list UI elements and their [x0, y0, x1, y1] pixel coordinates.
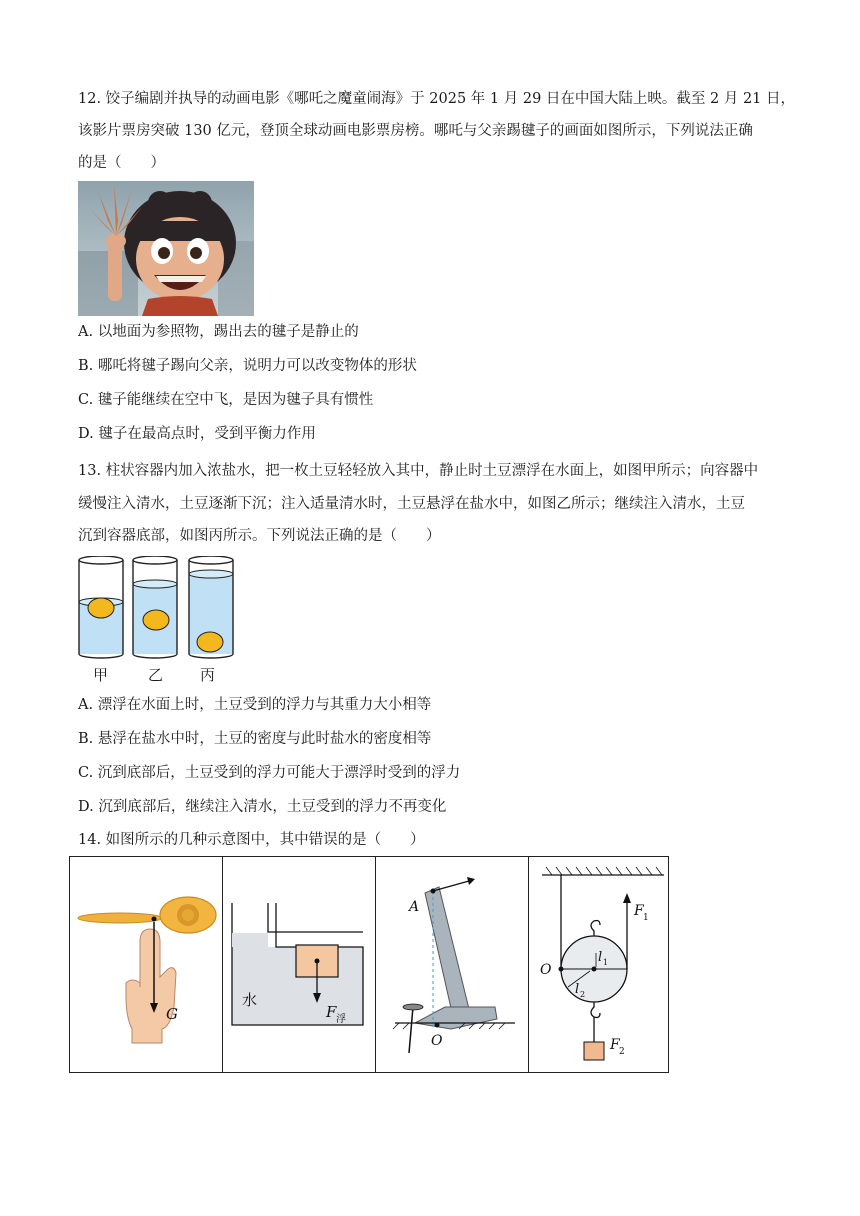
- q12-option-b: B. 哪吒将毽子踢向父亲，说明力可以改变物体的形状: [78, 358, 417, 374]
- q12-stem-line3: 的是（ ）: [78, 155, 165, 171]
- q13-stem-line2: 缓慢注入清水，土豆逐渐下沉；注入适量清水时，土豆悬浮在盐水中，如图乙所示；继续注入清水，土豆: [78, 496, 745, 512]
- caption-yi: 乙: [148, 666, 164, 684]
- caption-bing: 丙: [200, 666, 216, 684]
- label-f1: F: [634, 903, 644, 919]
- q13-option-d: D. 沉到底部后，继续注入清水，土豆受到的浮力不再变化: [78, 799, 447, 815]
- q14-panel-pulley: [528, 857, 668, 1072]
- q14-panel-hammer: [375, 857, 529, 1072]
- q12-stem-line1: 12. 饺子编剧并执导的动画电影《哪吒之魔童闹海》于 2025 年 1 月 29 日在中国大陆上映。截至 2 月 21 日，: [78, 91, 796, 107]
- q12-nezha-photo: [78, 181, 254, 316]
- label-f2-sub: 2: [619, 1047, 625, 1057]
- label-g: G: [166, 1005, 178, 1023]
- q13-stem-line1: 13. 柱状容器内加入浓盐水，把一枚土豆轻轻放入其中，静止时土豆漂浮在水面上，如图甲所示；向容器中: [78, 463, 759, 479]
- container-bing: [189, 556, 233, 658]
- q12-option-d: D. 毽子在最高点时，受到平衡力作用: [78, 426, 316, 442]
- label-o-pulley: O: [540, 962, 552, 978]
- q14-stem: 14. 如图所示的几种示意图中，其中错误的是（ ）: [78, 832, 425, 848]
- label-l2: l: [575, 982, 580, 997]
- label-l1-sub: 1: [603, 958, 609, 967]
- q14-diagram-grid: [69, 856, 669, 1073]
- label-water: 水: [242, 991, 258, 1009]
- container-yi: [133, 556, 177, 658]
- label-l2-sub: 2: [580, 990, 586, 999]
- label-a: A: [409, 899, 420, 915]
- q13-option-a: A. 漂浮在水面上时，土豆受到的浮力与其重力大小相等: [78, 697, 432, 713]
- label-f1-sub: 1: [643, 913, 649, 923]
- q12-option-a: A. 以地面为参照物，踢出去的毽子是静止的: [78, 324, 359, 340]
- caption-jia: 甲: [93, 666, 109, 684]
- q13-option-b: B. 悬浮在盐水中时，土豆的密度与此时盐水的密度相等: [78, 731, 432, 747]
- label-f2: F: [610, 1037, 620, 1053]
- q14-panel-spoon: [70, 857, 223, 1072]
- label-o-hammer: O: [431, 1033, 443, 1049]
- q13-containers-figure: [76, 556, 240, 662]
- label-l1: l: [598, 950, 603, 965]
- q12-option-c: C. 毽子能继续在空中飞，是因为毽子具有惯性: [78, 392, 374, 408]
- container-jia: [79, 556, 123, 658]
- q12-stem-line2: 该影片票房突破 130 亿元，登顶全球动画电影票房榜。哪吒与父亲踢毽子的画面如图所示，下列说法正确: [78, 123, 753, 139]
- q13-option-c: C. 沉到底部后，土豆受到的浮力可能大于漂浮时受到的浮力: [78, 765, 461, 781]
- q14-panel-buoyancy: [222, 857, 376, 1072]
- q13-stem-line3: 沉到容器底部，如图丙所示。下列说法正确的是（ ）: [78, 528, 441, 544]
- label-f-sub: 浮: [336, 1014, 346, 1025]
- label-f-buoyancy: F: [326, 1003, 337, 1021]
